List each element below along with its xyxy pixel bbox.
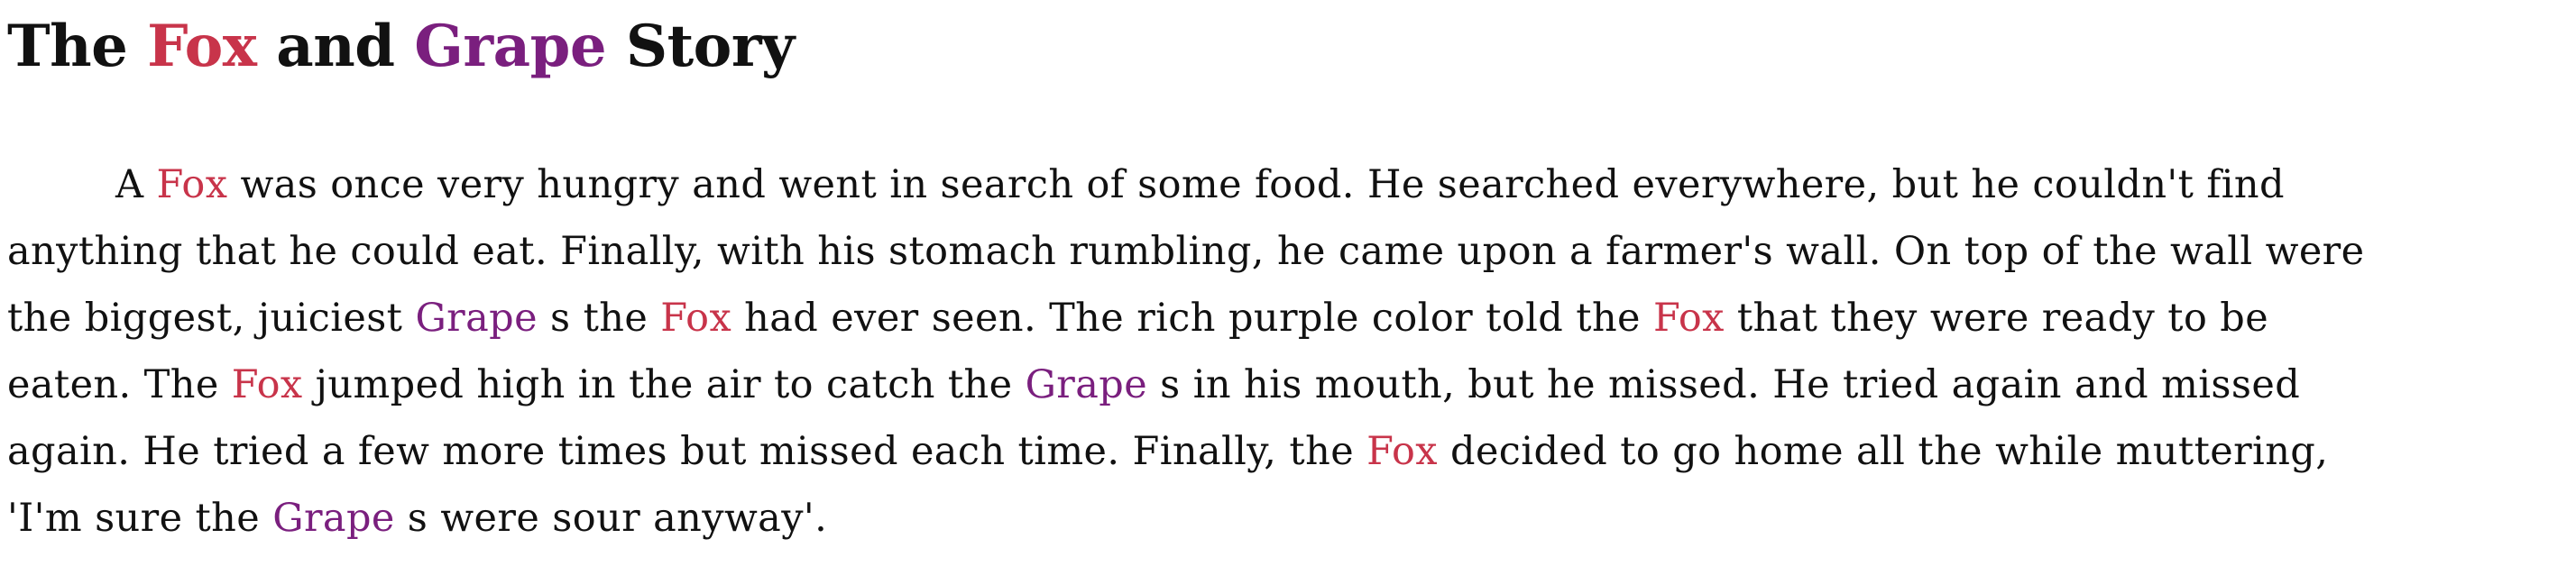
grape-highlight: Grape xyxy=(415,296,538,341)
story-paragraph xyxy=(7,151,2569,552)
title-word-and: and xyxy=(276,13,395,80)
story-text: anything that he could eat. Finally, with his stomach rumbling, he came upon a farmer's wall. On top of the wall were xyxy=(7,229,2365,274)
story-text: eaten. The xyxy=(7,362,219,407)
title-word-story: Story xyxy=(625,13,795,80)
fox-highlight: Fox xyxy=(231,362,303,407)
story-text: s in his mouth, but he missed. He tried again and missed xyxy=(1160,362,2301,407)
story-text: 'I'm sure the xyxy=(7,496,261,541)
fox-highlight: Fox xyxy=(660,296,732,341)
fox-highlight: Fox xyxy=(1652,296,1725,341)
story-text: the biggest, juiciest xyxy=(7,296,403,341)
story-text: s the xyxy=(550,296,649,341)
story-text: jumped high in the air to catch the xyxy=(315,362,1013,407)
story-line-1 xyxy=(7,151,2569,218)
story-text: had ever seen. The rich purple color told the xyxy=(744,296,1641,341)
story-text: that they were ready to be xyxy=(1736,296,2269,341)
grape-highlight: Grape xyxy=(1025,362,1148,407)
fox-highlight: Fox xyxy=(156,162,228,207)
grape-highlight: Grape xyxy=(272,496,395,541)
story-line-4 xyxy=(7,351,2569,418)
story-line-5 xyxy=(7,418,2569,485)
fox-highlight: Fox xyxy=(1366,429,1438,474)
page-title xyxy=(7,9,795,85)
story-text: was once very hungry and went in search of some food. He searched everywhere, but he couldn't find xyxy=(240,162,2285,207)
title-word-fox: Fox xyxy=(147,13,257,80)
story-line-3 xyxy=(7,285,2569,351)
title-word-the: The xyxy=(7,13,128,80)
story-line-2 xyxy=(7,218,2569,285)
story-text: decided to go home all the while muttering, xyxy=(1450,429,2329,474)
story-text: s were sour anyway'. xyxy=(407,496,828,541)
story-line-6 xyxy=(7,485,2569,552)
title-word-grape: Grape xyxy=(414,13,607,80)
story-text: A xyxy=(115,162,144,207)
story-text: again. He tried a few more times but missed each time. Finally, the xyxy=(7,429,1355,474)
